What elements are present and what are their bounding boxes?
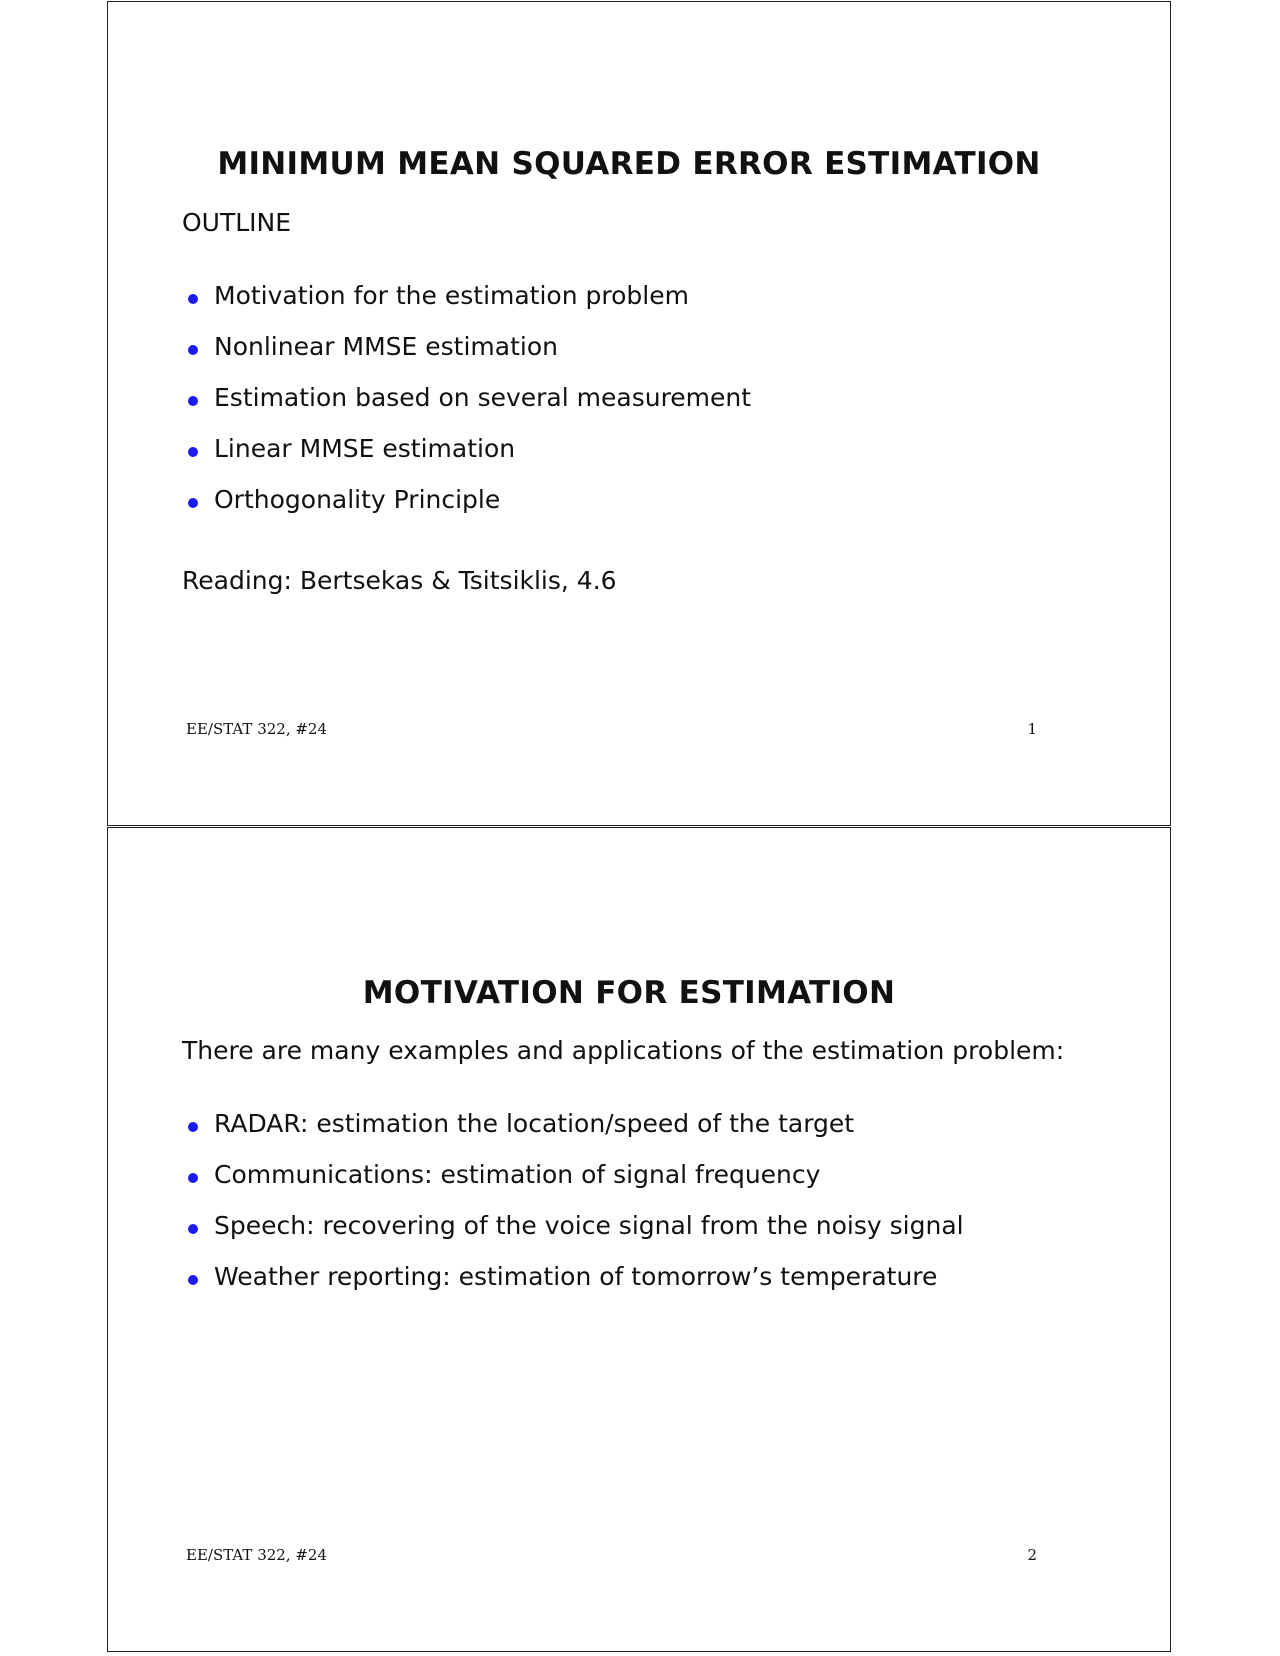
list-item-text: Nonlinear MMSE estimation [214, 332, 558, 361]
footer-course: EE/STAT 322, #24 [186, 720, 328, 738]
list-item [182, 1262, 964, 1313]
list-item-text: Weather reporting: estimation of tomorrow’s temperature [214, 1262, 938, 1291]
list-item [182, 383, 751, 434]
bullet-dot-icon [188, 294, 198, 304]
bullet-dot-icon [188, 345, 198, 355]
list-item-text: Speech: recovering of the voice signal from the noisy signal [214, 1211, 964, 1240]
reading-reference: Reading: Bertsekas & Tsitsiklis, 4.6 [182, 566, 617, 595]
list-item [182, 485, 751, 536]
slide-title: MOTIVATION FOR ESTIMATION [362, 975, 896, 1011]
list-item-text: Estimation based on several measurement [214, 383, 752, 412]
footer-course: EE/STAT 322, #24 [186, 1546, 328, 1564]
list-item-text: Motivation for the estimation problem [214, 281, 689, 310]
intro-text: There are many examples and applications of the estimation problem: [182, 1036, 1065, 1065]
bullet-dot-icon [188, 396, 198, 406]
page-number: 1 [1027, 720, 1037, 738]
list-item [182, 1211, 964, 1262]
bullet-dot-icon [188, 1173, 198, 1183]
slide-title: MINIMUM MEAN SQUARED ERROR ESTIMATION [217, 146, 1041, 182]
list-item [182, 281, 751, 332]
examples-list [182, 1109, 964, 1313]
list-item-text: Orthogonality Principle [214, 485, 501, 514]
bullet-dot-icon [188, 447, 198, 457]
bullet-dot-icon [188, 1122, 198, 1132]
page-number: 2 [1027, 1546, 1037, 1564]
list-item [182, 434, 751, 485]
outline-heading: OUTLINE [182, 208, 292, 237]
bullet-dot-icon [188, 498, 198, 508]
list-item-text: Communications: estimation of signal frequency [214, 1160, 821, 1189]
list-item [182, 1109, 964, 1160]
list-item-text: RADAR: estimation the location/speed of the target [214, 1109, 855, 1138]
list-item [182, 332, 751, 383]
slide-1 [107, 1, 1171, 826]
outline-list [182, 281, 751, 536]
slide-2 [107, 827, 1171, 1652]
bullet-dot-icon [188, 1224, 198, 1234]
list-item-text: Linear MMSE estimation [214, 434, 516, 463]
bullet-dot-icon [188, 1275, 198, 1285]
list-item [182, 1160, 964, 1211]
